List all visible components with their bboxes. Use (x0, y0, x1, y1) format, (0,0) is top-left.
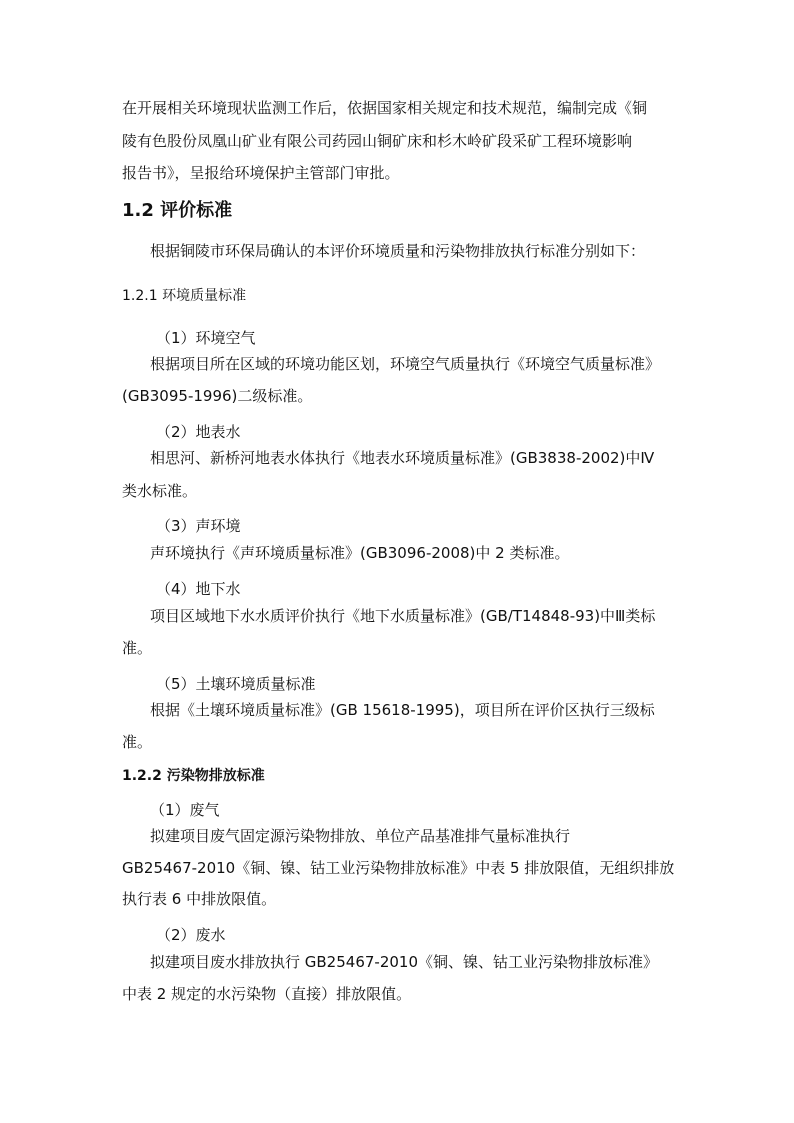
item-heading: （1）废气 (150, 801, 220, 819)
paragraph-line: 准。 (122, 733, 153, 751)
paragraph-line: 类水标准。 (122, 482, 198, 500)
paragraph-line: 项目区域地下水水质评价执行《地下水质量标准》(GB/T14848-93)中Ⅲ类标 (150, 607, 656, 625)
paragraph-line: 根据铜陵市环保局确认的本评价环境质量和污染物排放执行标准分别如下： (150, 242, 646, 260)
paragraph-line: 报告书》，呈报给环境保护主管部门审批。 (122, 164, 400, 182)
paragraph-line: 根据项目所在区域的环境功能区划，环境空气质量执行《环境空气质量标准》 (150, 355, 661, 373)
section-heading: 1.2 评价标准 (122, 200, 233, 221)
item-heading: （5）土壤环境质量标准 (156, 675, 316, 693)
paragraph-line: 拟建项目废气固定源污染物排放、单位产品基准排气量标准执行 (150, 827, 571, 845)
item-heading: （3）声环境 (156, 517, 241, 535)
paragraph-line: 准。 (122, 639, 153, 657)
paragraph-line: 声环境执行《声环境质量标准》(GB3096-2008)中 2 类标准。 (150, 544, 570, 562)
paragraph-line: 在开展相关环境现状监测工作后，依据国家相关规定和技术规范，编制完成《铜 (122, 99, 648, 117)
subsection-heading: 1.2.2 污染物排放标准 (122, 768, 265, 784)
paragraph-line: 根据《土壤环境质量标准》(GB 15618-1995)，项目所在评价区执行三级标 (150, 701, 655, 719)
item-heading: （2）废水 (156, 926, 226, 944)
paragraph-line: 拟建项目废水排放执行 GB25467-2010《铜、镍、钴工业污染物排放标准》 (150, 953, 658, 971)
item-heading: （2）地表水 (156, 423, 241, 441)
paragraph-line: 执行表 6 中排放限值。 (122, 890, 277, 908)
item-heading: （4）地下水 (156, 580, 241, 598)
paragraph-line: 相思河、新桥河地表水体执行《地表水环境质量标准》(GB3838-2002)中Ⅳ (150, 449, 655, 467)
paragraph-line: 陵有色股份凤凰山矿业有限公司药园山铜矿床和杉木岭矿段采矿工程环境影响 (122, 132, 633, 150)
paragraph-line: (GB3095-1996)二级标准。 (122, 387, 313, 405)
paragraph-line: GB25467-2010《铜、镍、钴工业污染物排放标准》中表 5 排放限值，无组织排放 (122, 859, 675, 877)
subsection-heading: 1.2.1 环境质量标准 (122, 288, 247, 304)
paragraph-line: 中表 2 规定的水污染物（直接）排放限值。 (122, 985, 412, 1003)
item-heading: （1）环境空气 (156, 329, 256, 347)
